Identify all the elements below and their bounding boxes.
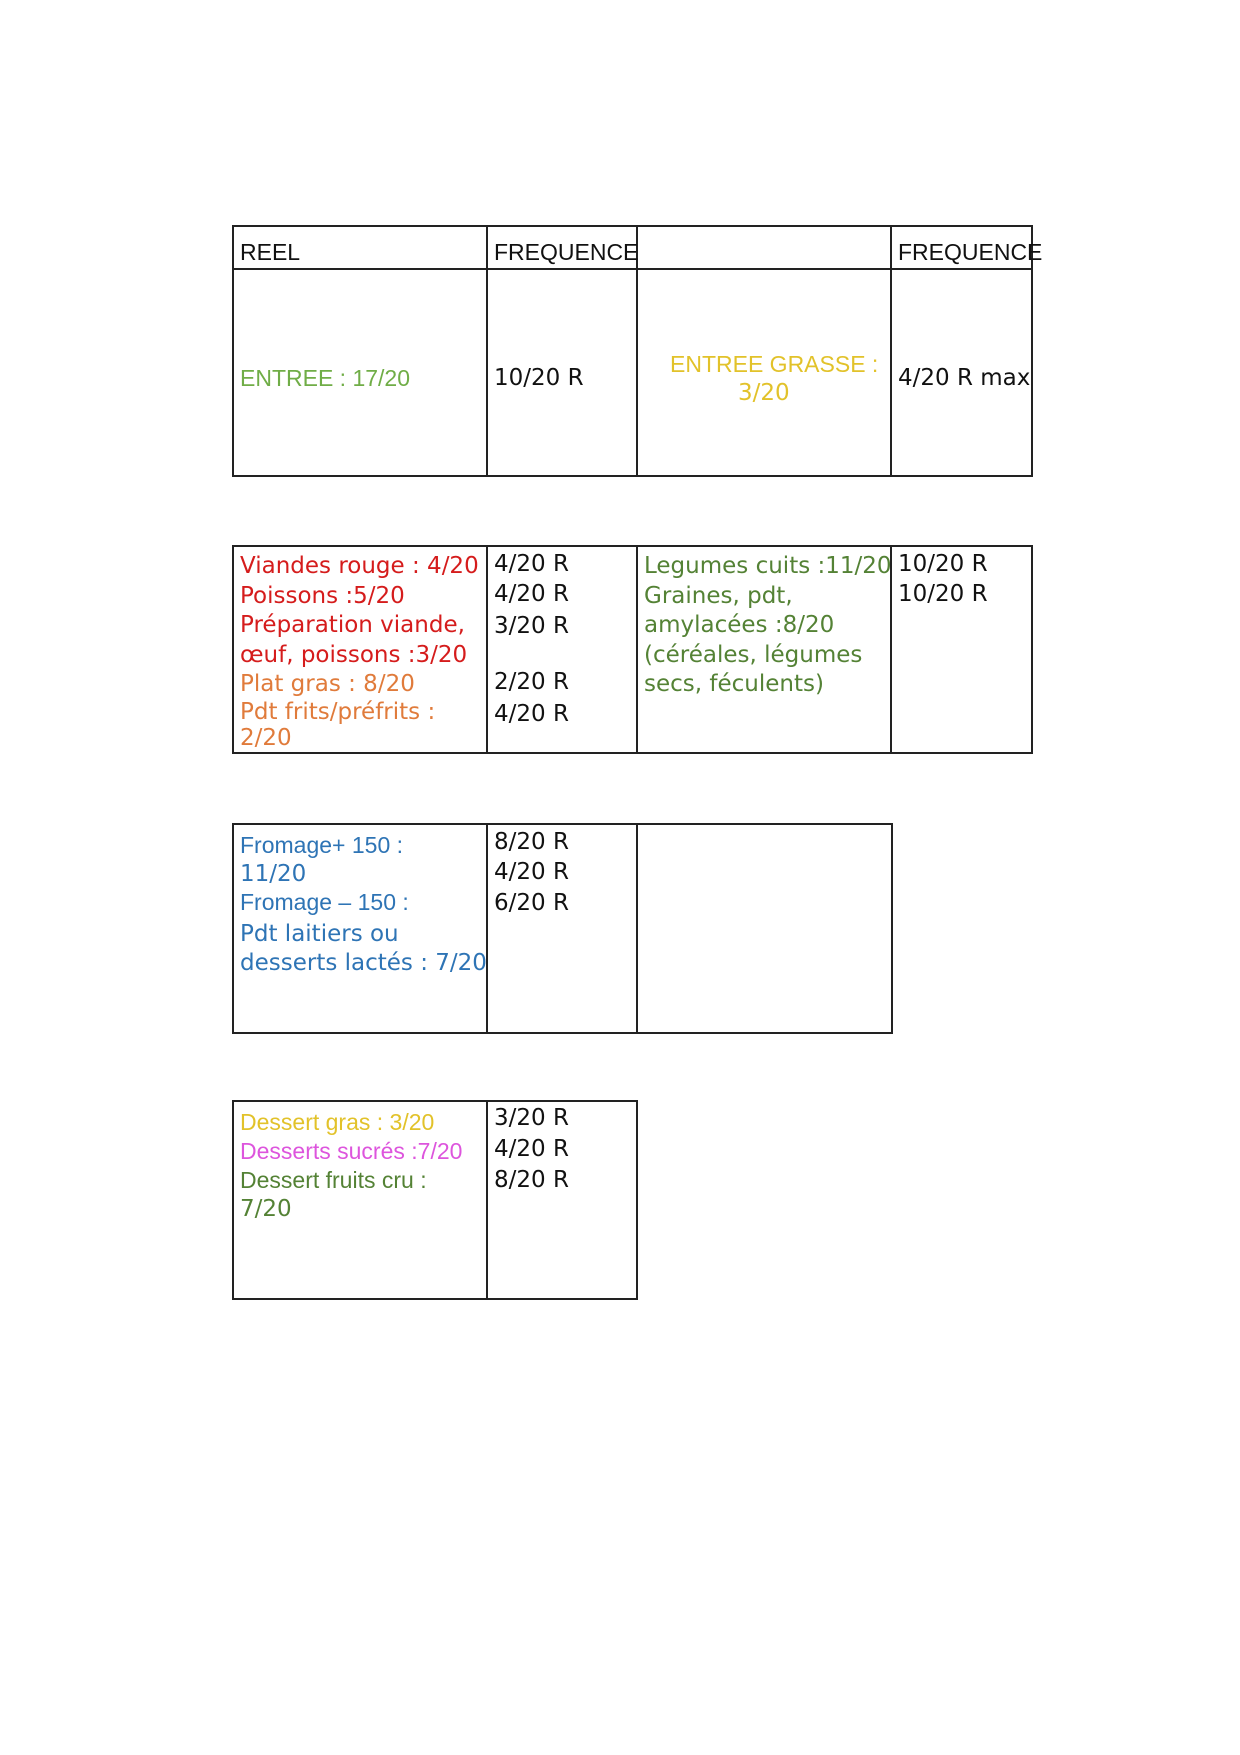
plat-gras: Plat gras : 8/20 [240,671,415,697]
freq-desserts-sucres: 4/20 R [494,1136,569,1162]
freq-preparation: 3/20 R [494,613,569,639]
dessert-gras: Dessert gras : 3/20 [240,1109,435,1135]
poissons: Poissons :5/20 [240,583,405,609]
graines-line3: (céréales, légumes [644,642,863,668]
dessert-fruits-line2: 7/20 [240,1196,292,1222]
freq-dessert-fruits: 8/20 R [494,1167,569,1193]
freq-legumes: 10/20 R [898,551,988,577]
legumes-cuits: Legumes cuits :11/20 [644,553,892,579]
freq-graines: 10/20 R [898,581,988,607]
pdt-frits-line1: Pdt frits/préfrits : [240,699,436,725]
preparation-line1: Préparation viande, [240,612,465,638]
freq-fromage-plus: 8/20 R [494,829,569,855]
fromage-plus-line1: Fromage+ 150 : [240,832,404,858]
graines-line2: amylacées :8/20 [644,612,835,638]
pdt-frits-line2: 2/20 [240,725,292,751]
entree-grasse-label: ENTREE GRASSE : [670,351,879,377]
freq-pdt-frits: 4/20 R [494,701,569,727]
freq-dessert-gras: 3/20 R [494,1105,569,1131]
graines-line1: Graines, pdt, [644,583,793,609]
desserts-sucres: Desserts sucrés :7/20 [240,1138,463,1164]
freq-viandes: 4/20 R [494,551,569,577]
entree-grasse-frequence: 4/20 R max [898,365,1031,391]
preparation-line2: œuf, poissons :3/20 [240,642,468,668]
fromage-plus-line2: 11/20 [240,861,307,887]
header-frequence-2: FREQUENCE [898,239,1043,265]
header-frequence: FREQUENCE [494,239,639,265]
pdt-laitiers-line1: Pdt laitiers ou [240,921,399,947]
freq-poissons: 4/20 R [494,581,569,607]
freq-fromage-moins: 4/20 R [494,859,569,885]
freq-plat-gras: 2/20 R [494,669,569,695]
viandes-rouge: Viandes rouge : 4/20 [240,553,479,579]
col-3 [638,825,895,1032]
entree-grasse-value: 3/20 [738,380,790,406]
graines-line4: secs, féculents) [644,671,824,697]
entree-frequence: 10/20 R [494,365,584,391]
fromage-moins: Fromage – 150 : [240,889,409,915]
freq-pdt-laitiers: 6/20 R [494,890,569,916]
entree-label: ENTREE : 17/20 [240,365,411,391]
pdt-laitiers-line2: desserts lactés : 7/20 [240,950,487,976]
dessert-fruits-line1: Dessert fruits cru : [240,1167,427,1193]
header-reel: REEL [240,239,301,265]
